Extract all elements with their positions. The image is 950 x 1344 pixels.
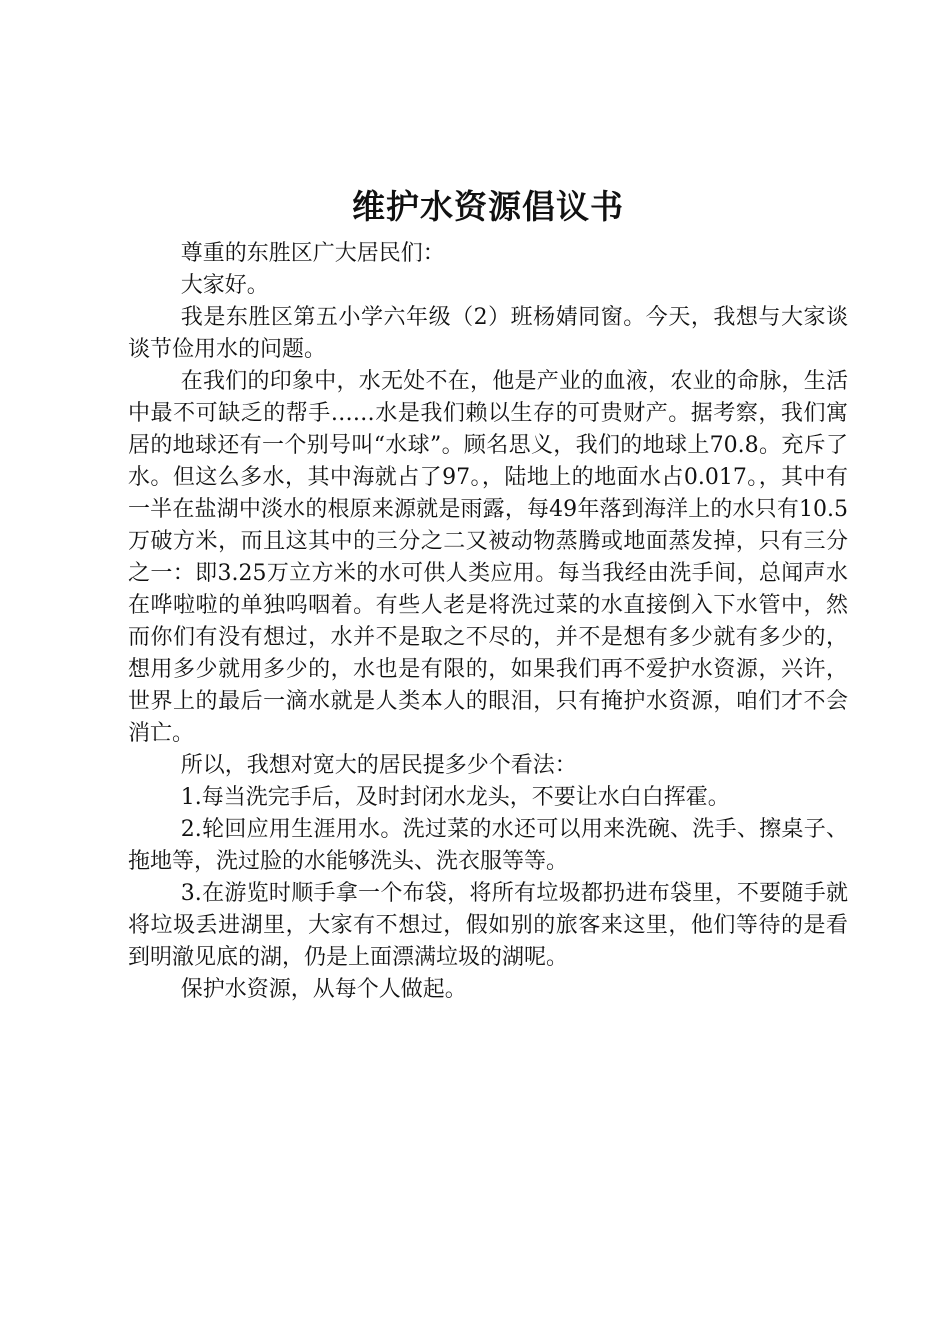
suggestion-item-3: 3.在游览时顺手拿一个布袋，将所有垃圾都扔进布袋里，不要随手就将垃圾丢进湖里，大家有不想过，假如别的旅客来这里，他们等待的是看到明澈见底的湖，仍是上面漂满垃圾的湖呢。	[128, 881, 848, 970]
suggestions-intro: 所以，我想对宽大的居民提多少个看法：	[180, 753, 577, 778]
suggestion-item-2: 2.轮回应用生涯用水。洗过菜的水还可以用来洗碗、洗手、擦桌子、拖地等，洗过脸的水能够洗头、洗衣服等等。	[128, 817, 848, 874]
greeting: 大家好。	[180, 273, 269, 298]
suggestion-item-1: 1.每当洗完手后，及时封闭水龙头，不要让水白白挥霍。	[180, 785, 730, 810]
closing-slogan: 保护水资源，从每个人做起。	[180, 977, 467, 1002]
document-title: 维护水资源倡议书	[352, 187, 624, 226]
document-body	[128, 186, 848, 1006]
introduction-paragraph: 我是东胜区第五小学六年级（2）班杨婧同窗。今天，我想与大家谈谈节俭用水的问题。	[128, 305, 848, 362]
salutation: 尊重的东胜区广大居民们：	[180, 241, 445, 266]
water-facts-paragraph: 在我们的印象中，水无处不在，他是产业的血液，农业的命脉，生活中最不可缺乏的帮手……水是我们赖以生存的可贵财产。据考察，我们寓居的地球还有一个别号叫“水球”。顾名思义，我们的地球上70.8。充斥了水。但这么多水，其中海就占了97。，陆地上的地面水占0.017。，其中有一半在盐湖中淡水的根原来源就是雨露，每49年落到海洋上的水只有10.5万破方米，而且这其中的三分之二又被动物蒸腾或地面蒸发掉，只有三分之一：即3.25万立方米的水可供人类应用。每当我经由洗手间，总闻声水在哗啦啦的单独呜咽着。有些人老是将洗过菜的水直接倒入下水管中，然而你们有没有想过，水并不是取之不尽的，并不是想有多少就有多少的，想用多少就用多少的，水也是有限的，如果我们再不爱护水资源，兴许，世界上的最后一滴水就是人类本人的眼泪，只有掩护水资源，咱们才不会消亡。	[128, 369, 848, 746]
